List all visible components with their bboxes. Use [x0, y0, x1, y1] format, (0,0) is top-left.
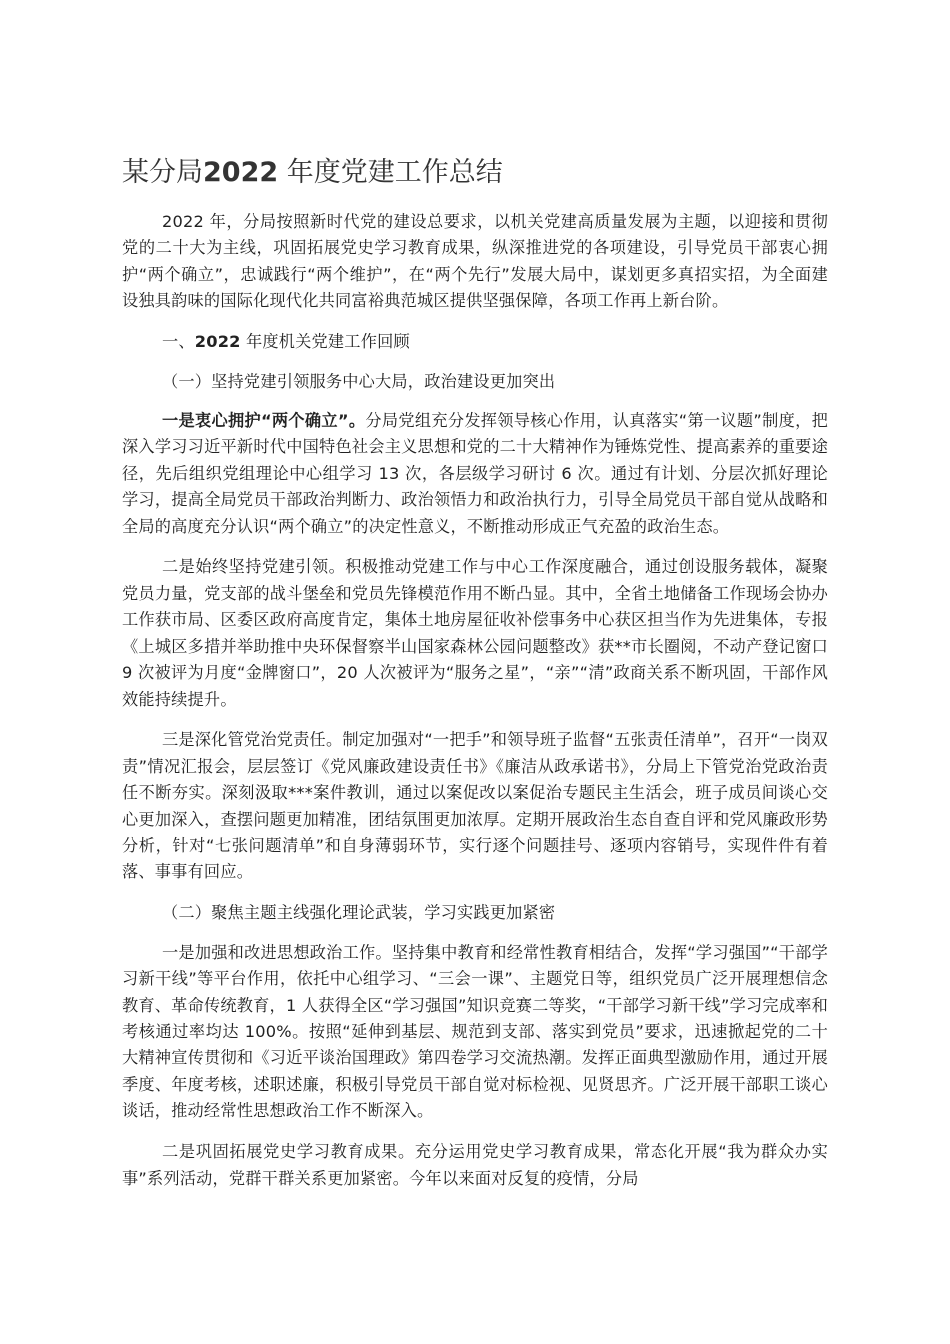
paragraph-1-lead: 一是衷心拥护“两个确立”。: [162, 410, 366, 430]
paragraph-1-text: 分局党组充分发挥领导核心作用，认真落实“第一议题”制度，把深入学习习近平新时代中国特色社会主义思想和党的二十大精神作为锤炼党性、提高素养的重要途径，先后组织党组理论中心组学习 13 次，各层级学习研讨 6 次。通过有计划、分层次抓好理论学习，提高全局党员干部政治判断力、政治领悟力和政治执行力，引导全局党员干部自觉从战略和全局的高度充分认识“两个确立”的决定性意义，不断推动形成正气充盈的政治生态。: [122, 410, 828, 536]
document-title: [122, 155, 503, 191]
subsection-heading-1: （一）坚持党建引领服务中心大局，政治建设更加突出: [162, 371, 556, 391]
title-suffix: 年度党建工作总结: [278, 157, 503, 188]
paragraph-5: 二是巩固拓展党史学习教育成果。充分运用党史学习教育成果，常态化开展“我为群众办实事”系列活动，党群干群关系更加紧密。今年以来面对反复的疫情，分局: [122, 1142, 828, 1188]
paragraph-3: 三是深化管党治党责任。制定加强对“一把手”和领导班子监督“五张责任清单”，召开“一岗双责”情况汇报会，层层签订《党风廉政建设责任书》《廉洁从政承诺书》，分局上下管党治党政治责任不断夯实。深刻汲取***案件教训，通过以案促改以案促治专题民主生活会，班子成员间谈心交心更加深入，查摆问题更加精准，团结氛围更加浓厚。定期开展政治生态自查自评和党风廉政形势分析，针对“七张问题清单”和自身薄弱环节，实行逐个问题挂号、逐项内容销号，实现件件有着落、事事有回应。: [122, 730, 828, 882]
paragraph-2: 二是始终坚持党建引领。积极推动党建工作与中心工作深度融合，通过创设服务载体，凝聚党员力量，党支部的战斗堡垒和党员先锋模范作用不断凸显。其中，全省土地储备工作现场会协办工作获市局、区委区政府高度肯定，集体土地房屋征收补偿事务中心获区担当作为先进集体，专报《上城区多措并举助推中央环保督察半山国家森林公园问题整改》获**市长圈阅，不动产登记窗口 9 次被评为月度“金牌窗口”，20 人次被评为“服务之星”，“亲”“清”政商关系不断巩固，干部作风效能持续提升。: [122, 557, 828, 709]
paragraph-1: [122, 408, 828, 540]
title-prefix: 某分局: [122, 157, 203, 188]
section1-prefix: 一、: [162, 332, 195, 352]
document-body: [122, 209, 828, 1206]
section1-year: 2022: [194, 332, 241, 352]
section1-suffix: 年度机关党建工作回顾: [240, 332, 410, 352]
section-heading-1: [122, 329, 828, 355]
title-year: 2022: [203, 157, 279, 188]
intro-paragraph: 2022 年，分局按照新时代党的建设总要求，以机关党建高质量发展为主题，以迎接和贯彻党的二十大为主线，巩固拓展党史学习教育成果，纵深推进党的各项建设，引导党员干部衷心拥护“两个确立”，忠诚践行“两个维护”，在“两个先行”发展大局中，谋划更多真招实招，为全面建设独具韵味的国际化现代化共同富裕典范城区提供坚强保障，各项工作再上新台阶。: [122, 212, 828, 311]
paragraph-4: 一是加强和改进思想政治工作。坚持集中教育和经常性教育相结合，发挥“学习强国”“干部学习新干线”等平台作用，依托中心组学习、“三会一课”、主题党日等，组织党员广泛开展理想信念教育、革命传统教育，1 人获得全区“学习强国”知识竞赛二等奖，“干部学习新干线”学习完成率和考核通过率均达 100%。按照“延伸到基层、规范到支部、落实到党员”要求，迅速掀起党的二十大精神宣传贯彻和《习近平谈治国理政》第四卷学习交流热潮。发挥正面典型激励作用，通过开展季度、年度考核，述职述廉，积极引导党员干部自觉对标检视、见贤思齐。广泛开展干部职工谈心谈话，推动经常性思想政治工作不断深入。: [122, 942, 828, 1121]
subsection-heading-2: （二）聚焦主题主线强化理论武装，学习实践更加紧密: [162, 903, 556, 923]
